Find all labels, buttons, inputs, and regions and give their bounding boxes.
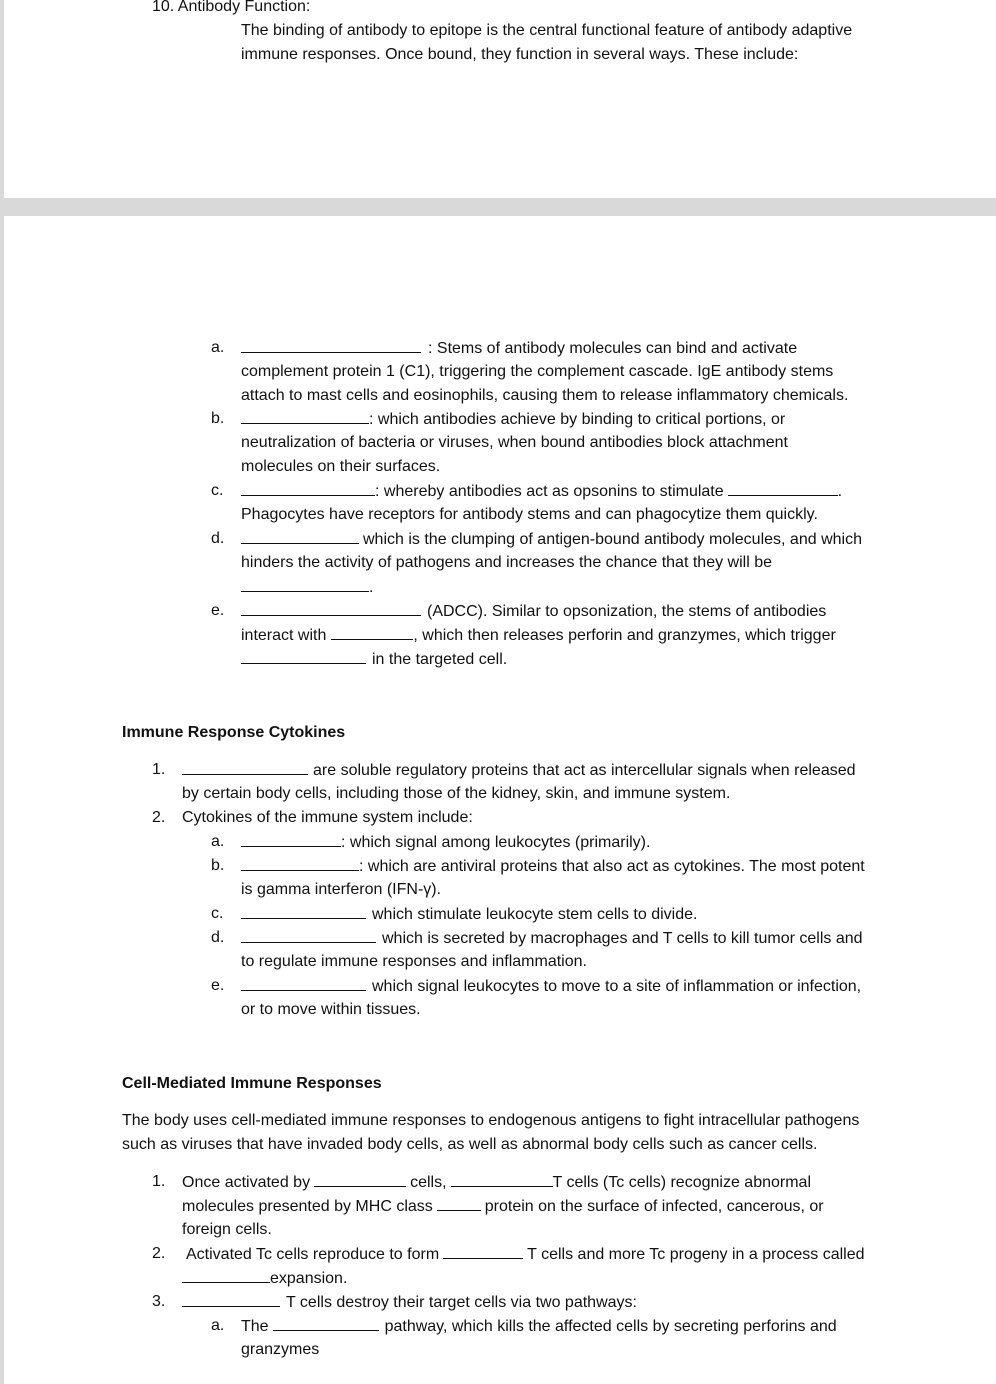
list-item <box>182 1292 637 1313</box>
fill-in-blank[interactable] <box>241 338 421 353</box>
fill-in-blank[interactable] <box>331 625 413 640</box>
list-item <box>241 649 507 670</box>
fill-in-blank[interactable] <box>241 904 366 919</box>
section-heading: Cell-Mediated Immune Responses <box>122 1075 382 1092</box>
fill-in-blank[interactable] <box>241 832 341 847</box>
item-text: or to move within tissues. <box>241 1001 421 1018</box>
list-label: a. <box>211 339 225 356</box>
item-text: : which antibodies achieve by binding to critical portions, or <box>369 411 786 428</box>
list-item <box>241 928 863 949</box>
intro-line: immune responses. Once bound, they function in several ways. These include: <box>241 46 799 63</box>
item-text: : which are antiviral proteins that also act as cytokines. The most potent <box>359 858 865 875</box>
fill-in-blank[interactable] <box>182 1268 270 1283</box>
list-item <box>241 1316 837 1337</box>
item-text: Once activated by <box>182 1174 311 1191</box>
fill-in-blank[interactable] <box>241 529 359 544</box>
item-text: Phagocytes have receptors for antibody stems and can phagocytize them quickly. <box>241 506 818 523</box>
list-item <box>241 409 785 430</box>
fill-in-blank[interactable] <box>182 1292 280 1307</box>
item-text: pathway, which kills the affected cells by secreting perforins and <box>384 1318 837 1335</box>
intro-line: such as viruses that have invaded body cells, as well as abnormal body cells such as cancer cells. <box>122 1136 818 1153</box>
item-text: are soluble regulatory proteins that act as intercellular signals when released <box>313 762 856 779</box>
list-item <box>241 529 862 550</box>
list-label: a. <box>211 833 225 850</box>
list-label: a. <box>211 1317 225 1334</box>
section-heading: Immune Response Cytokines <box>122 724 346 741</box>
item-text: molecules on their surfaces. <box>241 458 441 475</box>
intro-line: The binding of antibody to epitope is the central functional feature of antibody adaptive <box>241 22 853 39</box>
fill-in-blank[interactable] <box>241 577 369 592</box>
list-item <box>241 577 373 598</box>
item-text: . <box>369 579 374 596</box>
page-break <box>0 198 996 216</box>
item-text: which signal leukocytes to move to a site of inflammation or infection, <box>372 978 862 995</box>
list-item <box>186 1244 865 1265</box>
item-text: complement protein 1 (C1), triggering the complement cascade. IgE antibody stems <box>241 363 834 380</box>
fill-in-blank[interactable] <box>241 409 369 424</box>
item-text: T cells destroy their target cells via two pathways: <box>286 1294 637 1311</box>
list-label: 3. <box>152 1293 166 1310</box>
fill-in-blank[interactable] <box>241 601 421 616</box>
list-label: d. <box>211 929 225 946</box>
fill-in-blank[interactable] <box>728 481 838 496</box>
fill-in-blank[interactable] <box>241 856 359 871</box>
fill-in-blank[interactable] <box>314 1172 406 1187</box>
fill-in-blank[interactable] <box>241 928 376 943</box>
fill-in-blank[interactable] <box>241 649 366 664</box>
item-text: neutralization of bacteria or viruses, when bound antibodies block attachment <box>241 434 788 451</box>
item-text: : which signal among leukocytes (primarily). <box>341 834 651 851</box>
fill-in-blank[interactable] <box>437 1196 481 1211</box>
list-item <box>241 856 865 877</box>
list-label: 1. <box>152 761 166 778</box>
fill-in-blank[interactable] <box>443 1244 523 1259</box>
item-text: Cytokines of the immune system include: <box>182 809 473 826</box>
item-text: protein on the surface of infected, cancerous, or <box>484 1198 824 1215</box>
list-label: b. <box>211 410 225 427</box>
fill-in-blank[interactable] <box>241 976 366 991</box>
list-label: e. <box>211 602 225 619</box>
list-item <box>182 1196 824 1217</box>
list-item <box>241 976 861 997</box>
item-text: expansion. <box>270 1270 348 1287</box>
item-text: T cells and more Tc progeny in a process called <box>527 1246 865 1263</box>
list-label: c. <box>211 905 224 922</box>
list-label: d. <box>211 530 225 547</box>
list-item <box>241 601 826 622</box>
item-text: (ADCC). Similar to opsonization, the stems of antibodies <box>427 603 827 620</box>
item-text: hinders the activity of pathogens and increases the chance that they will be <box>241 554 772 571</box>
section-heading: 10. Antibody Function: <box>152 0 311 15</box>
item-text: which is the clumping of antigen-bound antibody molecules, and which <box>363 531 862 548</box>
list-label: 2. <box>152 1245 166 1262</box>
item-text: , which then releases perforin and granzymes, which trigger <box>413 627 836 644</box>
item-text: in the targeted cell. <box>372 651 508 668</box>
item-text: granzymes <box>241 1341 320 1358</box>
list-label: c. <box>211 482 224 499</box>
item-text: which stimulate leukocyte stem cells to divide. <box>372 906 698 923</box>
item-text: . <box>837 483 843 500</box>
list-label: 1. <box>152 1173 166 1190</box>
item-text: T cells (Tc cells) recognize abnormal <box>552 1174 811 1191</box>
item-text: interact with <box>241 627 327 644</box>
item-text: : whereby antibodies act as opsonins to stimulate <box>375 483 724 500</box>
list-item <box>241 625 836 646</box>
item-text: cells, <box>410 1174 447 1191</box>
list-item <box>241 832 650 853</box>
fill-in-blank[interactable] <box>182 760 308 775</box>
item-text: by certain body cells, including those of the kidney, skin, and immune system. <box>182 785 731 802</box>
fill-in-blank[interactable] <box>451 1172 553 1187</box>
list-label: e. <box>211 977 225 994</box>
item-text: Activated Tc cells reproduce to form <box>186 1246 440 1263</box>
fill-in-blank[interactable] <box>241 481 375 496</box>
list-item <box>182 760 856 781</box>
item-text: The <box>241 1318 269 1335</box>
item-text: foreign cells. <box>182 1221 272 1238</box>
list-item <box>182 1268 347 1289</box>
list-item <box>182 1172 811 1193</box>
item-text: which is secreted by macrophages and T cells to kill tumor cells and <box>382 930 863 947</box>
item-text: attach to mast cells and eosinophils, causing them to release inflammatory chemicals. <box>241 387 849 404</box>
item-text: : Stems of antibody molecules can bind and activate <box>428 340 798 357</box>
list-item <box>241 904 697 925</box>
fill-in-blank[interactable] <box>273 1316 379 1331</box>
item-text: molecules presented by MHC class <box>182 1198 433 1215</box>
list-label: 2. <box>152 809 166 826</box>
list-label: b. <box>211 857 225 874</box>
item-text: is gamma interferon (IFN-γ). <box>241 881 442 898</box>
item-text: to regulate immune responses and inflammation. <box>241 953 587 970</box>
list-item <box>241 338 797 359</box>
list-item <box>241 481 842 502</box>
intro-line: The body uses cell-mediated immune responses to endogenous antigens to fight intracellular pathogens <box>122 1112 860 1129</box>
